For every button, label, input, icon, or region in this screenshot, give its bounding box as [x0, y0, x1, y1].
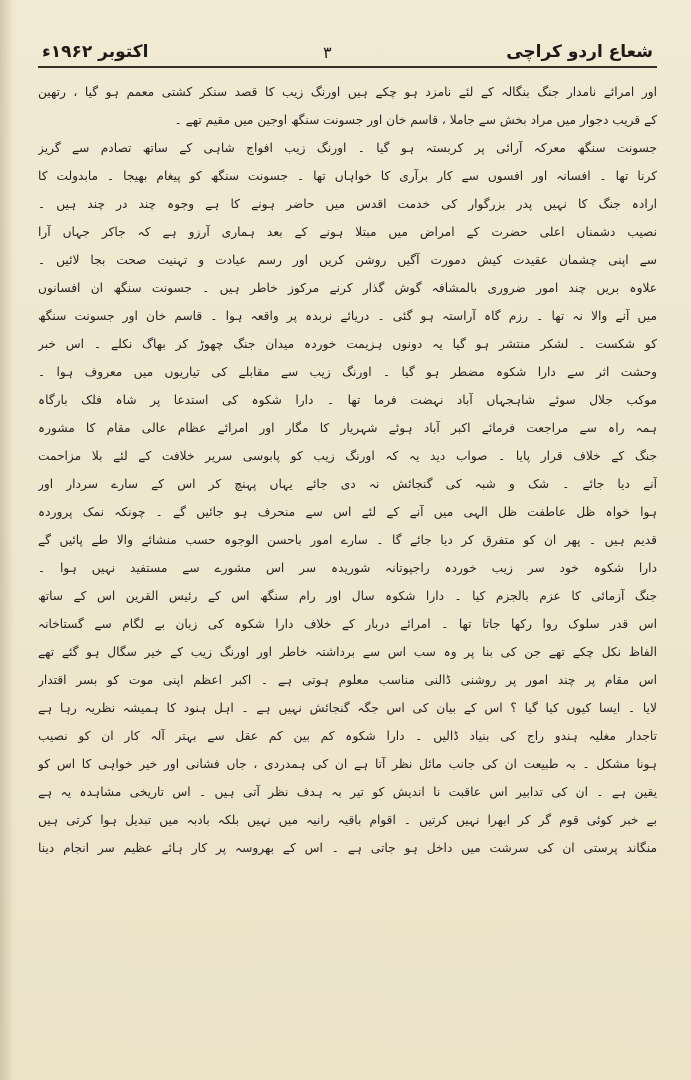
text-line: الفاظ نکل چکے تھے جن کی بنا پر وہ سب اس سے برداشتہ خاطر اور اورنگ زیب کے خیر سگال ہو گئے تھے: [38, 645, 657, 659]
text-line: کرنا تھا ۔ افسانہ اور افسوں سے کار برآری کا خواہاں تھا ۔ جسونت سنگھ کو پیغام بھیجا ۔ مابدولت کا: [38, 169, 657, 183]
text-line: جسونت سنگھ معرکہ آرائی پر کربستہ ہو گیا ۔ اورنگ زیب افواج شاہی کے ساتھ تصادم سے گریز: [38, 141, 657, 155]
header-rule: [38, 66, 657, 68]
article-body: [38, 78, 657, 862]
magazine-title: شعاع اردو کراچی: [506, 42, 653, 62]
text-line: جنگ کے خلاف قرار پایا ۔ صواب دید یہ کہ اورنگ زیب کو پابوسی سریر خلافت کے لئے بلا مزاحمت: [38, 449, 657, 463]
text-line: اس قدر سلوک روا رکھا جاتا تھا ۔ امرائے دربار کے خلاف دارا شکوہ کی زبان بے لگام سے گستاخانہ: [38, 617, 657, 631]
text-line: ہونا مشکل ۔ بہ طبیعت ان کی جانب مائل نظر آتا ہے ان کی ہمدردی ، جاں فشانی اور خیر خواہی کا اس کو: [38, 757, 657, 771]
text-line: علاوہ بریں چند امور ضروری بالمشافہ گوش گذار کرنے مرکوز خاطر ہیں ۔ جسونت سنگھ ان افسانوں: [38, 281, 657, 295]
text-line: سے اپنی چشمان عقیدت کیش دمورت آگیں روشن کریں اور رسم عیادت و تہنیت صحت بجا لائیں ۔: [38, 253, 657, 267]
text-line: منگاند پرستی ان کی سرشت میں داخل ہو جاتی ہے ۔ اس کے بھروسہ پر کار ہائے عظیم سر انجام دینا: [38, 841, 657, 855]
text-line: تاجدار مغلیہ ہندو راج کی بنیاد ڈالیں ۔ دارا شکوہ کم بین کم عقل سے بہتر آلہ کار ان کو نصیب: [38, 729, 657, 743]
text-line: لایا ۔ ایسا کیوں کیا گیا ؟ اس کے بیان کی اس جگہ گنجائش نہیں ہے ۔ اہل ہنود کا ہمیشہ نظریہ رہا ہے: [38, 701, 657, 715]
text-line: وحشت اثر سے دارا شکوہ مضطر ہو گیا ۔ اورنگ زیب سے مقابلے کی تیاریوں میں معروف ہوا ۔: [38, 365, 657, 379]
text-line: موکب جلال سوئے شاہجہاں آباد نہضت فرما تھا ۔ دارا شکوہ کی استدعا پر شاہ فلک بارگاہ: [38, 393, 657, 407]
text-line: جنگ آزمائی کا عزم بالجزم کیا ۔ دارا شکوہ سال اور رام سنگھ اس کے رئیس القرین اس کے ساتھ: [38, 589, 657, 603]
text-line: ہمہ راہ سے مراجعت فرمائے اکبر آباد ہوئے شہریار کا مگار اور امرائے عظام عالی مقام کا مشورہ: [38, 421, 657, 435]
text-line: قدیم ہیں ۔ پھر ان کو متفرق کر دیا جائے گا ۔ سارے امور باحسن الوجوہ حسب منشائے والا طے پائیں گے: [38, 533, 657, 547]
text-line: اور امرائے نامدار جنگ بنگالہ کے لئے نامزد ہو چکے ہیں اورنگ زیب کا قصد سنکر کشتی معمم ہو گیا ، رتھین: [38, 85, 657, 99]
text-line: اس مقام پر چند امور پر روشنی ڈالنی مناسب معلوم ہوتی ہے ۔ اکبر اعظم اپنی موت کو بسر اقتدار: [38, 673, 657, 687]
text-line: میں آنے والا نہ تھا ۔ رزم گاہ آراستہ ہو گئی ۔ دریائے نربدہ پر واقعہ ہوا ۔ قاسم خان اور جسونت سنگھ: [38, 309, 657, 323]
text-line: کے قریب دجوار میں مراد بخش سے جاملا ، قاسم خان اور جسونت سنگھ اوجین میں مقیم تھے ۔: [174, 113, 657, 127]
running-header: [38, 18, 657, 62]
binding-shadow: [0, 0, 14, 1080]
text-line: یقین ہے ۔ ان کی تدابیر اس عاقبت نا اندیش کو تیر بہ ہدف نظر آتی ہیں ۔ اس تاریخی مشاہدہ یہ ہے: [38, 785, 657, 799]
text-line: بے خبر کوئی قوم گر کر ابھرا نہیں کرتیں ۔ اقوام باقیہ رانیہ میں نہیں بلکہ بادبہ میں تبدیل ہوا کرتی ہیں: [38, 813, 657, 827]
text-line: کو شکست ۔ لشکر منتشر ہو گیا یہ دونوں ہزیمت خوردہ میدان جنگ چھوڑ کر بھاگ نکلے ۔ اس خبر: [38, 337, 657, 351]
text-line: دارا شکوہ خود سر زیب خوردہ راجپوتانہ شوریدہ سر اس مشورے سے مستفید نہیں ہوا ۔: [38, 561, 657, 575]
text-line: نصیب دشمناں اعلی حضرت کے امراض میں مبتلا ہونے کے بعد ہماری آرزو ہے کہ جاکر جہاں آرا: [38, 225, 657, 239]
text-line: ہوا خواہ ظل عاطفت ظل الہی میں آنے کے لئے اس سے منحرف ہو جائیں گے ۔ چونکہ نمک پروردہ: [38, 505, 657, 519]
issue-date: اکتوبر ۱۹۶۲ء: [42, 42, 149, 62]
text-line: آنے دیا جائے ۔ شک و شبہ کی گنجائش نہ دی جائے یہاں پہنچ کر اس کے سارے سردار اور: [38, 477, 657, 491]
text-line: ارادہ جنگ کا نہیں پدر بزرگوار کی خدمت اقدس میں حاضر ہونے کا ہے وجوہ چند در چند ہیں ۔: [38, 197, 657, 211]
page-number: ۳: [323, 43, 332, 62]
